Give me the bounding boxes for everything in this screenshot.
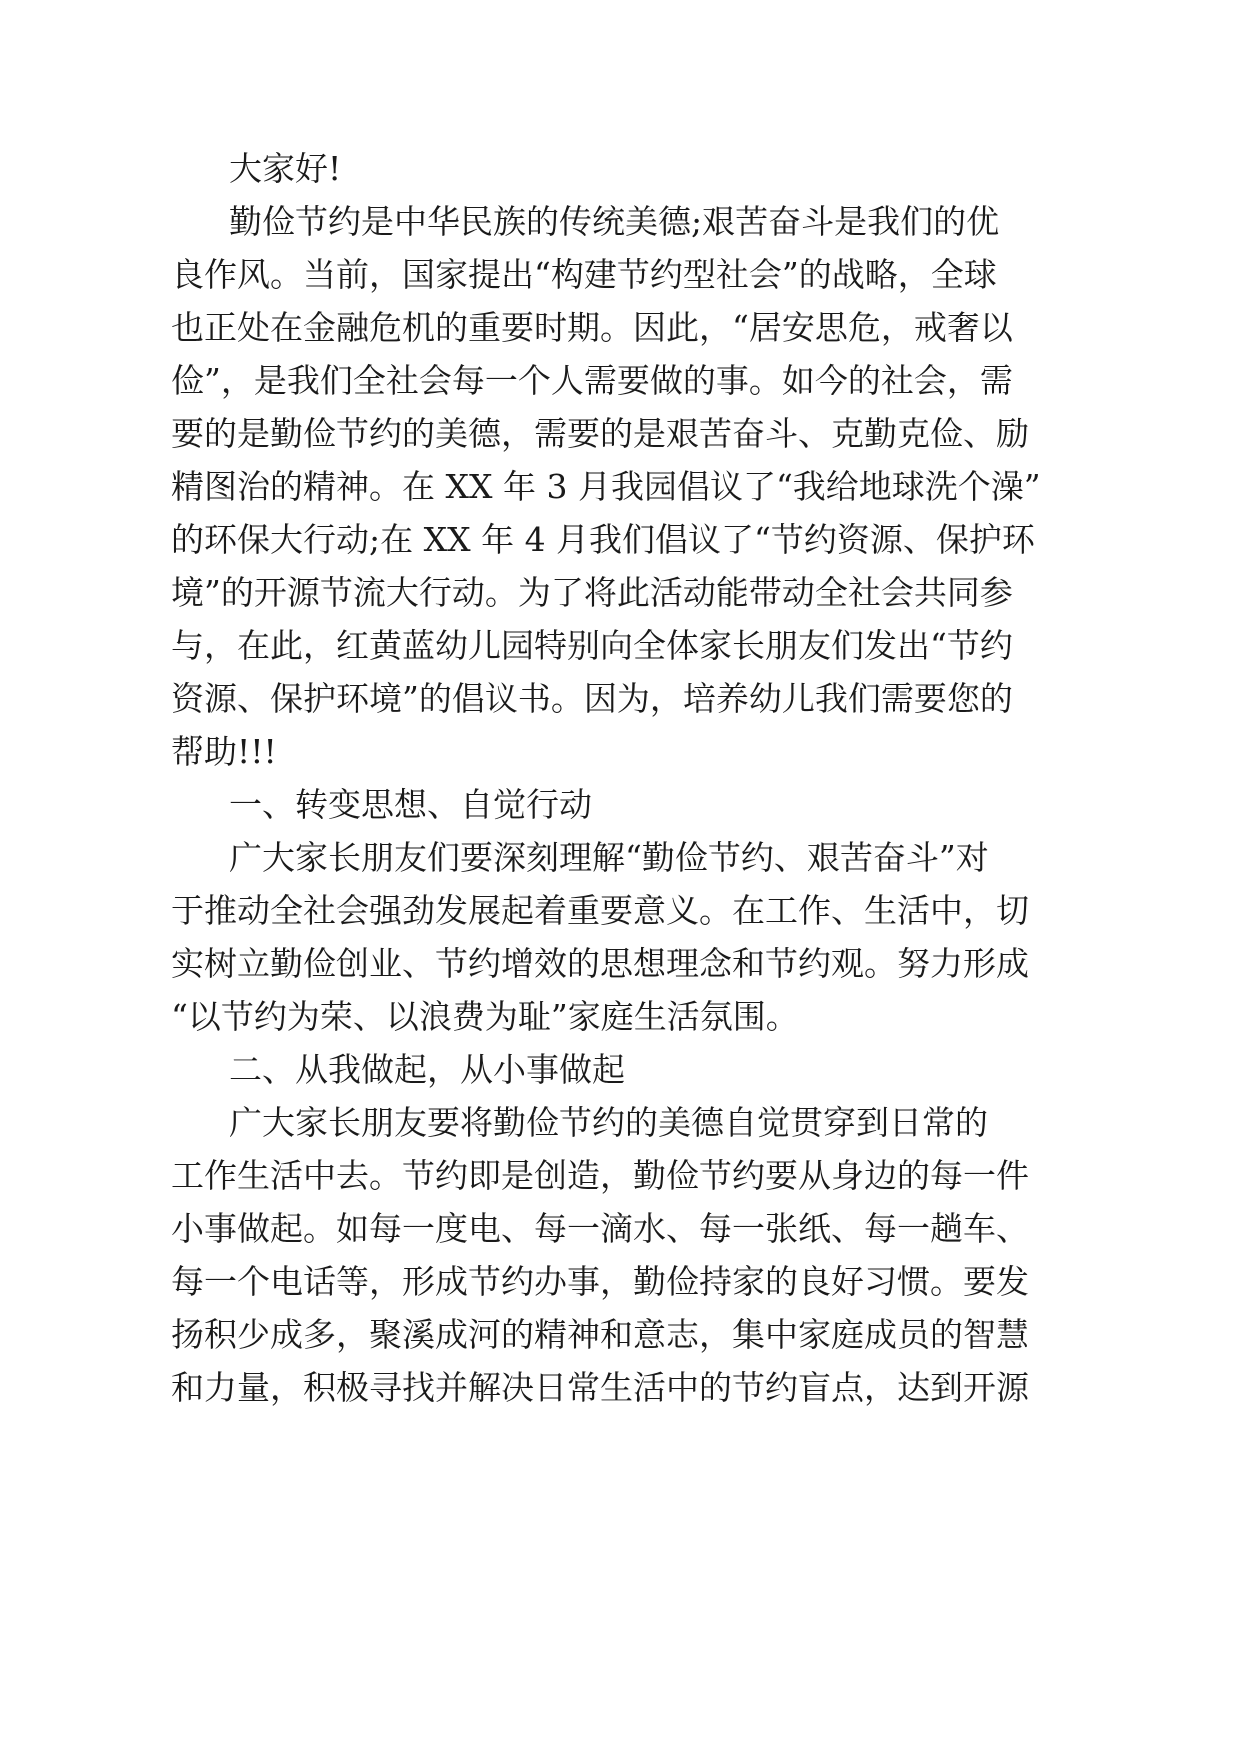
text-line: 小事做起。如每一度电、每一滴水、每一张纸、每一趟车、 [171, 1209, 1029, 1248]
text-line: 帮助!!! [171, 732, 277, 771]
text-line: 实树立勤俭创业、节约增效的思想理念和节约观。努力形成 [171, 944, 1029, 983]
text-line: 资源、保护环境”的倡议书。因为，培养幼儿我们需要您的 [171, 679, 1013, 718]
text-line: 扬积少成多，聚溪成河的精神和意志，集中家庭成员的智慧 [171, 1315, 1029, 1354]
text-line: 和力量，积极寻找并解决日常生活中的节约盲点，达到开源 [171, 1368, 1029, 1407]
text-line: 广大家长朋友们要深刻理解“勤俭节约、艰苦奋斗”对 [229, 838, 989, 877]
text-line: 也正处在金融危机的重要时期。因此，“居安思危，戒奢以 [171, 308, 1013, 347]
text-line: “以节约为荣、以浪费为耻”家庭生活氛围。 [171, 997, 799, 1036]
text-line: 每一个电话等，形成节约办事，勤俭持家的良好习惯。要发 [171, 1262, 1029, 1301]
text-line: 精图治的精神。在 XX 年 3 月我园倡议了“我给地球洗个澡” [171, 467, 1041, 506]
text-line: 俭”，是我们全社会每一个人需要做的事。如今的社会，需 [171, 361, 1013, 400]
text-line: 勤俭节约是中华民族的传统美德;艰苦奋斗是我们的优 [229, 202, 1000, 241]
text-line: 良作风。当前，国家提出“构建节约型社会”的战略，全球 [171, 255, 997, 294]
text-line: 要的是勤俭节约的美德，需要的是艰苦奋斗、克勤克俭、励 [171, 414, 1029, 453]
text-line: 于推动全社会强劲发展起着重要意义。在工作、生活中，切 [171, 891, 1029, 930]
text-line: 的环保大行动;在 XX 年 4 月我们倡议了“节约资源、保护环 [171, 520, 1035, 559]
text-line: 与，在此，红黄蓝幼儿园特别向全体家长朋友们发出“节约 [171, 626, 1013, 665]
text-line: 大家好! [229, 149, 342, 188]
text-line: 广大家长朋友要将勤俭节约的美德自觉贯穿到日常的 [229, 1103, 988, 1142]
section-heading: 二、从我做起，从小事做起 [229, 1050, 625, 1089]
text-line: 工作生活中去。节约即是创造，勤俭节约要从身边的每一件 [171, 1156, 1029, 1195]
text-line: 境”的开源节流大行动。为了将此活动能带动全社会共同参 [171, 573, 1013, 612]
section-heading: 一、转变思想、自觉行动 [229, 785, 592, 824]
